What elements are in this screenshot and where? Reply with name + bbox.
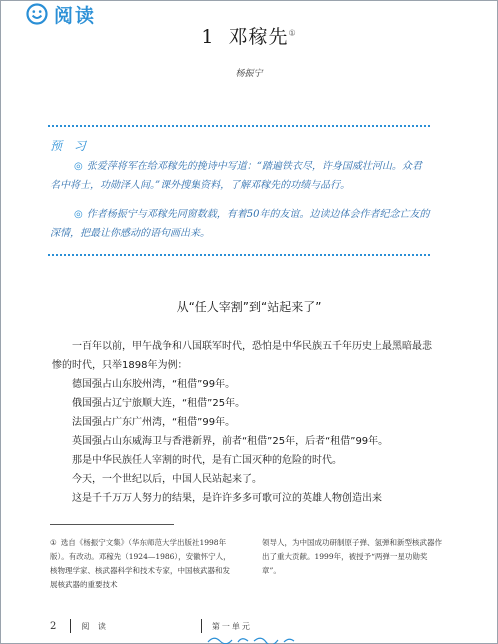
bullet-icon: ◎ xyxy=(74,209,83,220)
author-name: 杨振宁 xyxy=(235,69,263,79)
footer-book-title: 阅 读 xyxy=(81,621,109,631)
preview-paragraph-text: 张爱萍将军在给邓稼先的挽诗中写道：“踏遍铁衣尽，许身国威壮河山。众君名中将士，功勋泽人间。”课外搜集资料，了解邓稼先的功绩与品行。 xyxy=(50,161,422,191)
lesson-title xyxy=(0,22,498,49)
footnote-label: ① xyxy=(50,538,57,547)
body-paragraph: 那是中华民族任人宰割的时代，是有亡国灭种的危险的时代。 xyxy=(72,455,342,466)
dotted-divider-top xyxy=(48,125,430,127)
lesson-title-text: 邓稼先 xyxy=(228,26,289,48)
footer-unit-label: 第一单元 xyxy=(211,621,252,631)
body-paragraph: 今天，一个世纪以后，中国人民站起来了。 xyxy=(72,474,262,485)
preview-paragraph xyxy=(50,205,430,243)
footer-separator xyxy=(70,619,71,633)
footer-separator xyxy=(201,619,202,633)
body-paragraph: 俄国强占辽宁旅顺大连，“租借”25年。 xyxy=(72,398,246,409)
preview-paragraph-text: 作者杨振宁与邓稼先同窗数载，有着50年的友谊。边读边体会作者纪念亡友的深情，把最让你感动的语句画出来。 xyxy=(50,209,430,239)
section-subheading: 从“任人宰割”到“站起来了” xyxy=(176,300,322,314)
body-paragraph: 法国强占广东广州湾，“租借”99年。 xyxy=(72,417,236,428)
body-paragraph: 这是千千万万人努力的结果，是许许多多可歌可泣的英雄人物创造出来 xyxy=(72,493,382,504)
footnote-rule xyxy=(50,524,174,525)
footnote-text: 选自《杨振宁文集》（华东师范大学出版社1998年版）。有改动。邓稼先（1924—1986），安徽怀宁人，核物理学家、核武器科学和技术专家，中国核武器和发展核武器的重要技术 xyxy=(50,538,231,589)
footnote-text-continued: 领导人，为中国成功研制原子弹、氢弹和新型核武器作出了重大贡献。1999年，被授予“两弹一星功勋奖章”。 xyxy=(262,538,442,575)
body-paragraph: 英国强占山东威海卫与香港新界，前者“租借”25年，后者“租借”99年。 xyxy=(72,436,389,447)
body-paragraph: 一百年以前，甲午战争和八国联军时代，恐怕是中华民族五千年历史上最黑暗最悲惨的时代，只举1898年为例： xyxy=(52,341,432,371)
preview-heading: 预 习 xyxy=(50,139,90,153)
page-number: 2 xyxy=(50,620,57,632)
page-footer xyxy=(50,620,252,632)
body-paragraph: 德国强占山东胶州湾，“租借”99年。 xyxy=(72,379,236,390)
lesson-number: 1 xyxy=(201,26,215,48)
footnote-right-column xyxy=(262,536,442,578)
footnote-left-column xyxy=(50,536,236,592)
handwriting-scribble xyxy=(206,634,296,644)
dotted-divider-bottom xyxy=(48,254,430,256)
bullet-icon: ◎ xyxy=(74,161,83,172)
section-title: 阅读 xyxy=(54,4,97,27)
preview-paragraph xyxy=(50,157,430,195)
body-text xyxy=(52,337,436,508)
footnote-mark: ① xyxy=(288,28,297,38)
